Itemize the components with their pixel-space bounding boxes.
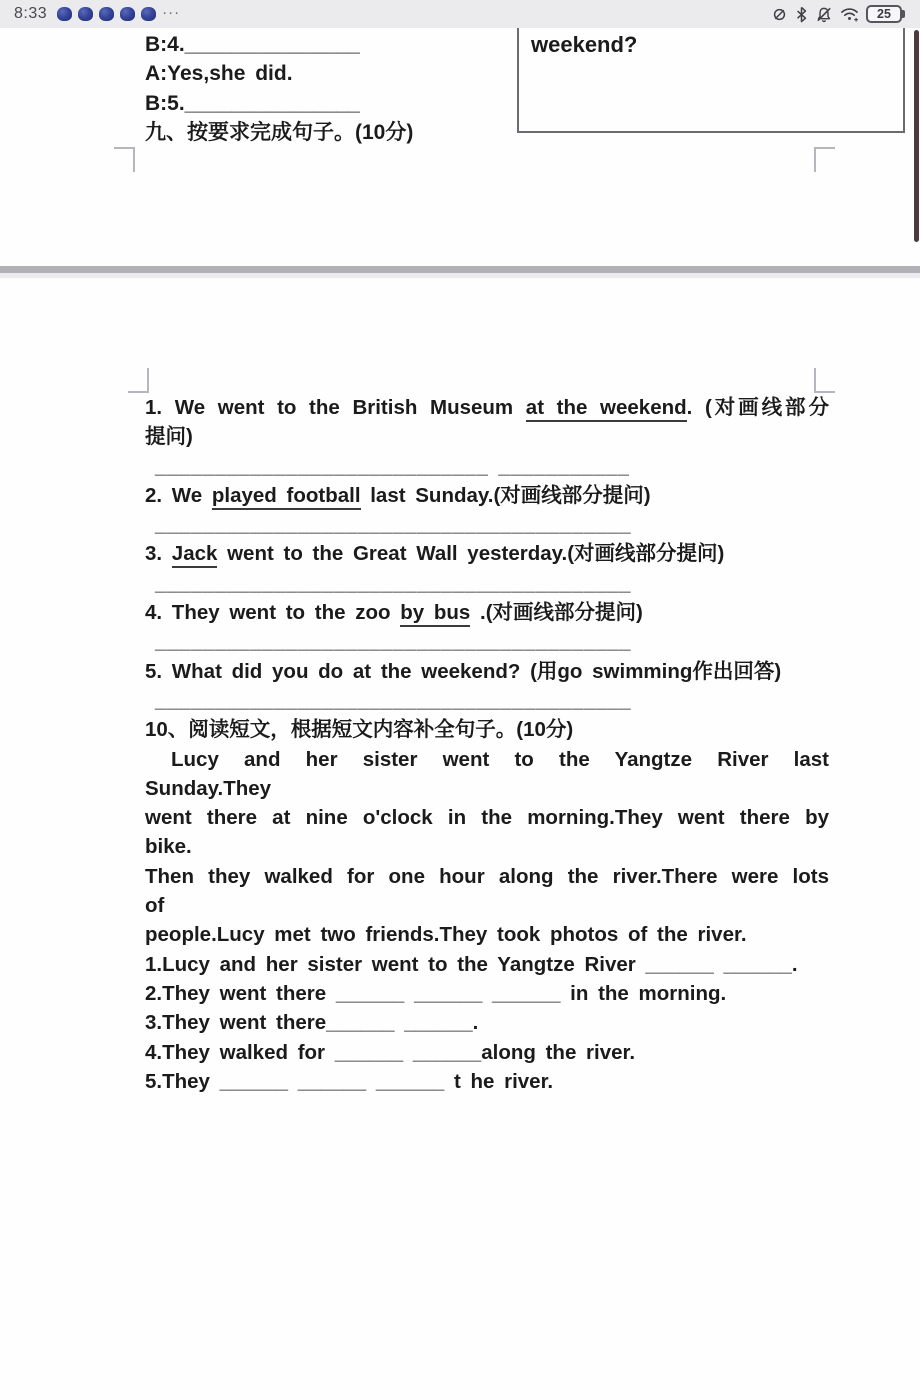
question-5: 5. What did you do at the weekend? (用go swimming作出回答) (145, 659, 782, 683)
page1-text (145, 30, 413, 147)
question-1-suffix: . (对画线部分 (686, 396, 829, 419)
scrollbar[interactable] (914, 30, 919, 242)
question-2 (145, 481, 829, 510)
question-3-suffix: went to the Great Wall yesterday.(对画线部分提问) (217, 542, 725, 566)
question-3 (145, 539, 829, 568)
passage-line: Lucy and her sister went to the Yangtze River last (171, 747, 829, 771)
question-2-underlined: played football (212, 484, 361, 510)
question-4-text: 4. They went to the zoo (145, 601, 401, 625)
crop-mark-top-left (128, 368, 149, 393)
status-icons (771, 5, 906, 23)
question-4-underlined: by bus (400, 601, 470, 627)
app-notification-icon (78, 7, 93, 21)
question-1-wrap: 提问) (145, 425, 193, 449)
answer-box (517, 26, 905, 133)
status-bar (0, 0, 920, 28)
question-4 (145, 598, 829, 627)
more-notifications-icon: ··· (162, 3, 181, 21)
question-1 (145, 393, 829, 422)
fill-blank-question: 4.They walked for ______ ______along the river. (145, 1040, 636, 1064)
battery-level: 25 (877, 7, 891, 21)
answer-blank-3: ________________________________________ (155, 571, 632, 595)
dialog-line-b5: B:5._______________ (145, 91, 360, 115)
exam-content (145, 393, 829, 1096)
clock: 8:33 (14, 5, 48, 22)
dialog-line-b4: B:4._______________ (145, 33, 360, 56)
section-9-heading: 九、按要求完成句子。(10分) (145, 120, 414, 144)
crop-mark-bottom-right (814, 147, 835, 172)
question-2-suffix: last Sunday.(对画线部分提问) (360, 483, 651, 507)
answer-box-text: weekend? (531, 32, 638, 57)
passage-line: went there at nine o'clock in the morning.They went there by (145, 806, 829, 830)
passage-line: Sunday.They (145, 776, 272, 800)
passage-line: people.Lucy met two friends.They took photos of the river. (145, 923, 747, 947)
app-notification-icon (57, 7, 72, 21)
notification-icons (57, 7, 156, 21)
question-1-text: 1. We went to the British Museum (145, 396, 526, 419)
answer-blank-4: ________________________________________ (155, 630, 632, 654)
crop-mark-top-right (814, 368, 835, 393)
answer-blank-1: ____________________________ ___________ (155, 454, 630, 478)
battery-icon (866, 5, 902, 23)
app-notification-icon (141, 7, 156, 21)
app-notification-icon (120, 7, 135, 21)
answer-blank-2: ________________________________________ (155, 513, 632, 537)
crop-mark-bottom-left (114, 147, 135, 172)
bell-muted-icon (815, 6, 833, 23)
question-3-underlined: Jack (172, 542, 218, 568)
passage-line: Then they walked for one hour along the river.There were lots (145, 864, 829, 888)
page-1 (0, 28, 920, 266)
fill-blank-question: 5.They ______ ______ ______ t he river. (145, 1069, 554, 1093)
wifi-icon (840, 6, 859, 23)
passage-line: bike. (145, 835, 192, 859)
question-4-suffix: .(对画线部分提问) (470, 601, 643, 625)
question-2-text: 2. We (145, 483, 212, 507)
fill-blank-question: 1.Lucy and her sister went to the Yangtze River ______ ______. (145, 952, 798, 976)
answer-blank-5: ________________________________________ (155, 688, 632, 712)
question-3-text: 3. (145, 542, 172, 566)
dialog-line-a: A:Yes,she did. (145, 62, 293, 86)
question-1-underlined: at the weekend (526, 396, 687, 422)
section-10-heading: 10、阅读短文，根据短文内容补全句子。(10分) (145, 718, 574, 742)
fill-blank-question: 3.They went there______ ______. (145, 1011, 479, 1035)
bluetooth-icon (795, 6, 808, 23)
fill-blank-question: 2.They went there ______ ______ ______ in the morning. (145, 981, 727, 1005)
circle-slash-icon (771, 6, 788, 23)
app-notification-icon (99, 7, 114, 21)
passage-line: of (145, 894, 165, 918)
page-separator (0, 266, 920, 273)
